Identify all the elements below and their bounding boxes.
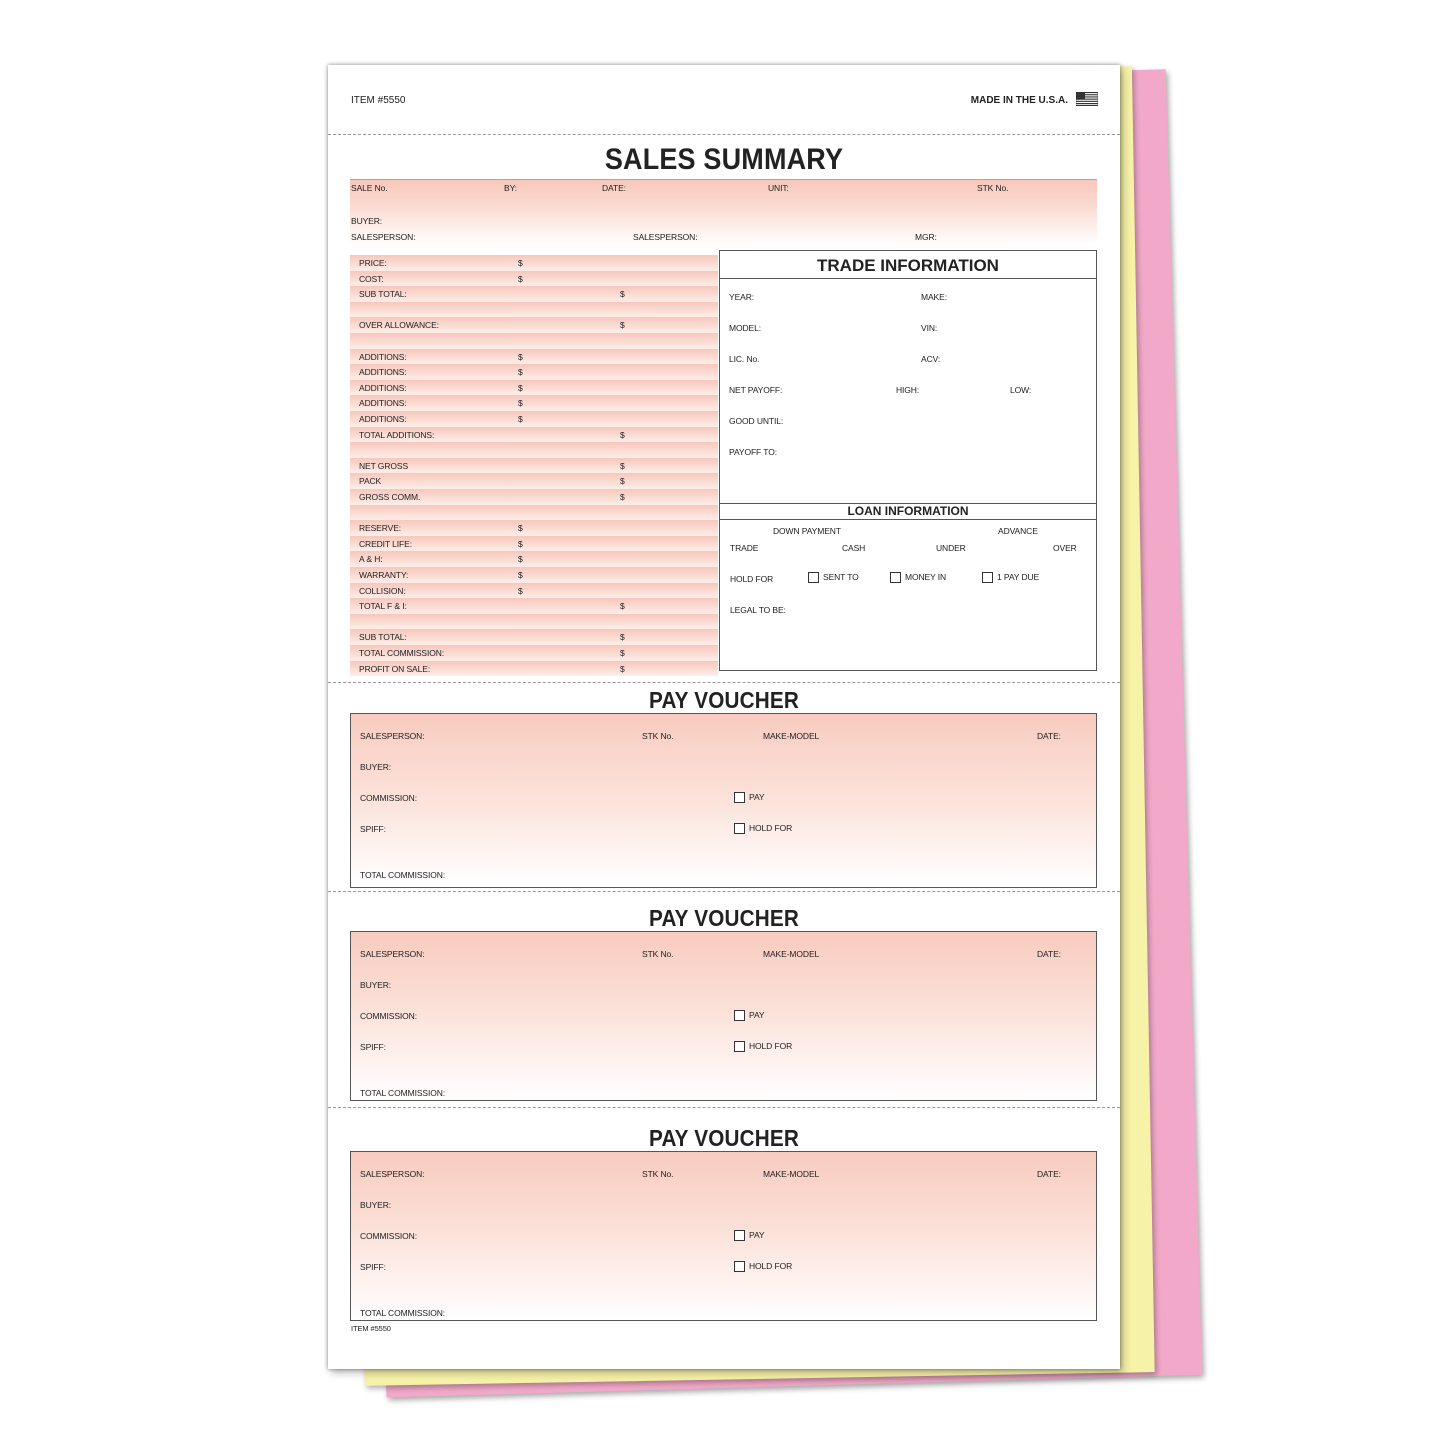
sale-no-label: SALE No. <box>351 183 388 193</box>
voucher-hold-for-option[interactable]: HOLD FOR <box>734 1041 792 1052</box>
salesperson-label: SALESPERSON: <box>351 232 416 242</box>
salesperson-2-label: SALESPERSON: <box>633 232 698 242</box>
voucher-stk-no-label: STK No. <box>642 731 674 741</box>
voucher-total-commission-label: TOTAL COMMISSION: <box>360 1088 446 1098</box>
ledger-label: OVER ALLOWANCE: <box>359 320 439 331</box>
voucher-buyer-label: BUYER: <box>360 1200 392 1210</box>
acv-label: ACV: <box>921 354 941 364</box>
ledger-row <box>350 317 718 334</box>
ledger-dollar-sign: $ <box>518 273 523 284</box>
voucher-salesperson-label: SALESPERSON: <box>360 731 425 741</box>
net-payoff-label: NET PAYOFF: <box>729 385 783 395</box>
ledger-row <box>350 645 718 662</box>
pay-voucher-title: PAY VOUCHER <box>648 1125 799 1151</box>
advance-label: ADVANCE <box>998 526 1038 536</box>
perforation-line <box>328 891 1120 892</box>
ledger-dollar-sign: $ <box>620 289 625 300</box>
ledger-label: SUB TOTAL: <box>359 289 407 300</box>
voucher-salesperson-label: SALESPERSON: <box>360 949 425 959</box>
ledger-label: TOTAL F & I: <box>359 601 407 612</box>
model-label: MODEL: <box>729 323 761 333</box>
voucher-total-commission-label: TOTAL COMMISSION: <box>360 1308 446 1318</box>
ledger-row <box>350 286 718 303</box>
sales-summary-form <box>328 65 1120 1369</box>
pay-checkbox[interactable] <box>734 792 745 803</box>
low-label: LOW: <box>1010 385 1032 395</box>
ledger-row <box>350 271 718 288</box>
ledger-dollar-sign: $ <box>620 460 625 471</box>
ledger-label: PACK <box>359 476 382 487</box>
sent-to-checkbox[interactable] <box>808 572 819 583</box>
date-label: DATE: <box>602 183 626 193</box>
payoff-to-label: PAYOFF TO: <box>729 447 777 457</box>
ledger-label: ADDITIONS: <box>359 398 407 409</box>
ledger-row <box>350 411 718 428</box>
stk-no-label: STK No. <box>977 183 1009 193</box>
ledger-row <box>350 661 718 678</box>
hold-for-checkbox[interactable] <box>734 1041 745 1052</box>
lic-no-label: LIC. No. <box>729 354 760 364</box>
ledger-dollar-sign: $ <box>518 585 523 596</box>
ledger-dollar-sign: $ <box>620 663 625 674</box>
ledger-label: RESERVE: <box>359 523 402 534</box>
voucher-spiff-label: SPIFF: <box>360 1042 386 1052</box>
ledger-dollar-sign: $ <box>518 367 523 378</box>
perforation-line <box>328 682 1120 683</box>
footer-item-number: ITEM #5550 <box>351 1324 391 1333</box>
ledger-dollar-sign: $ <box>620 476 625 487</box>
ledger-dollar-sign: $ <box>518 351 523 362</box>
ledger-label: PROFIT ON SALE: <box>359 663 431 674</box>
voucher-commission-label: COMMISSION: <box>360 1231 417 1241</box>
voucher-stk-no-label: STK No. <box>642 1169 674 1179</box>
ledger-row <box>350 551 718 568</box>
voucher-commission-label: COMMISSION: <box>360 1011 417 1021</box>
ledger-label: ADDITIONS: <box>359 367 407 378</box>
voucher-date-label: DATE: <box>1037 1169 1061 1179</box>
ledger-label: COLLISION: <box>359 585 406 596</box>
ledger-dollar-sign: $ <box>620 601 625 612</box>
legal-to-be-label: LEGAL TO BE: <box>730 605 786 615</box>
sent-to-option[interactable]: SENT TO <box>808 572 859 583</box>
ledger-row <box>350 458 718 475</box>
voucher-spiff-label: SPIFF: <box>360 1262 386 1272</box>
ledger-label: A & H: <box>359 554 383 565</box>
item-number: ITEM #5550 <box>351 95 406 106</box>
trade-label: TRADE <box>730 543 759 553</box>
ledger-row <box>350 364 718 381</box>
high-label: HIGH: <box>896 385 920 395</box>
voucher-hold-for-option[interactable]: HOLD FOR <box>734 823 792 834</box>
voucher-buyer-label: BUYER: <box>360 762 392 772</box>
trade-information-title: TRADE INFORMATION <box>817 256 999 275</box>
ledger-label: CREDIT LIFE: <box>359 538 412 549</box>
hold-for-checkbox[interactable] <box>734 1261 745 1272</box>
ledger-label: ADDITIONS: <box>359 351 407 362</box>
mgr-label: MGR: <box>915 232 937 242</box>
down-payment-label: DOWN PAYMENT <box>773 526 841 536</box>
voucher-stk-no-label: STK No. <box>642 949 674 959</box>
ledger-row <box>350 427 718 444</box>
ledger-row <box>350 505 718 522</box>
pay-due-checkbox[interactable] <box>982 572 993 583</box>
ledger-dollar-sign: $ <box>518 414 523 424</box>
ledger-dollar-sign: $ <box>518 398 523 409</box>
unit-label: UNIT: <box>768 183 789 193</box>
ledger-row <box>350 520 718 537</box>
voucher-salesperson-label: SALESPERSON: <box>360 1169 425 1179</box>
ledger-dollar-sign: $ <box>620 632 625 643</box>
ledger-table <box>350 255 718 678</box>
voucher-hold-for-option[interactable]: HOLD FOR <box>734 1261 792 1272</box>
ledger-label: TOTAL ADDITIONS: <box>359 429 435 440</box>
ledger-dollar-sign: $ <box>518 382 523 393</box>
ledger-label: SUB TOTAL: <box>359 632 407 643</box>
voucher-commission-label: COMMISSION: <box>360 793 417 803</box>
voucher-make-model-label: MAKE-MODEL <box>763 731 820 741</box>
perforation-line <box>328 1107 1120 1108</box>
ledger-dollar-sign: $ <box>518 258 523 268</box>
ledger-dollar-sign: $ <box>518 570 523 580</box>
good-until-label: GOOD UNTIL: <box>729 416 784 426</box>
ledger-dollar-sign: $ <box>518 554 523 565</box>
hold-for-label: HOLD FOR <box>730 574 774 584</box>
ledger-dollar-sign: $ <box>620 320 625 331</box>
ledger-row <box>350 489 718 506</box>
ledger-row <box>350 380 718 397</box>
voucher-buyer-label: BUYER: <box>360 980 392 990</box>
buyer-label: BUYER: <box>351 216 383 226</box>
make-label: MAKE: <box>921 292 947 302</box>
ledger-row <box>350 598 718 615</box>
year-label: YEAR: <box>729 292 755 302</box>
pay-voucher-title: PAY VOUCHER <box>648 905 799 931</box>
ledger-row <box>350 536 718 553</box>
ledger-label: PRICE: <box>359 258 387 268</box>
voucher-total-commission-label: TOTAL COMMISSION: <box>360 870 446 880</box>
ledger-row <box>350 255 718 272</box>
pay-voucher-2 <box>350 931 1097 1101</box>
ledger-row <box>350 583 718 600</box>
ledger-row <box>350 567 718 584</box>
money-in-checkbox[interactable] <box>890 572 901 583</box>
voucher-pay-option[interactable]: PAY <box>734 792 764 803</box>
pay-voucher-1 <box>350 713 1097 888</box>
sales-summary-title: SALES SUMMARY <box>604 143 844 176</box>
ledger-label: ADDITIONS: <box>359 414 407 424</box>
ledger-label: ADDITIONS: <box>359 382 407 393</box>
ledger-row <box>350 349 718 366</box>
voucher-pay-option[interactable]: PAY <box>734 1230 764 1241</box>
under-label: UNDER <box>936 543 966 553</box>
made-in-usa: MADE IN THE U.S.A. <box>970 95 1068 106</box>
voucher-date-label: DATE: <box>1037 731 1061 741</box>
voucher-pay-option[interactable]: PAY <box>734 1010 764 1021</box>
ledger-row <box>350 442 718 459</box>
ledger-dollar-sign: $ <box>518 523 523 534</box>
loan-information-title: LOAN INFORMATION <box>847 504 969 518</box>
ledger-dollar-sign: $ <box>620 492 625 502</box>
ledger-row <box>350 614 718 631</box>
by-label: BY: <box>504 183 517 193</box>
ledger-row <box>350 629 718 646</box>
ledger-label: WARRANTY: <box>359 570 409 580</box>
pay-checkbox[interactable] <box>734 1230 745 1241</box>
hold-for-checkbox[interactable] <box>734 823 745 834</box>
ledger-label: COST: <box>359 273 384 284</box>
pay-voucher-title: PAY VOUCHER <box>648 687 799 713</box>
ledger-label: NET GROSS <box>359 460 409 471</box>
pay-voucher-3 <box>350 1151 1097 1321</box>
ledger-dollar-sign: $ <box>518 538 523 549</box>
ledger-label: GROSS COMM. <box>359 492 421 502</box>
ledger-row <box>350 333 718 350</box>
vin-label: VIN: <box>921 323 938 333</box>
ledger-dollar-sign: $ <box>620 429 625 440</box>
ledger-row <box>350 473 718 490</box>
pay-due-option[interactable]: 1 PAY DUE <box>982 572 1039 583</box>
cash-label: CASH <box>842 543 866 553</box>
over-label: OVER <box>1053 543 1077 553</box>
us-flag-icon <box>1076 92 1098 106</box>
voucher-spiff-label: SPIFF: <box>360 824 386 834</box>
trade-loan-box <box>719 250 1097 671</box>
voucher-make-model-label: MAKE-MODEL <box>763 949 820 959</box>
ledger-label: TOTAL COMMISSION: <box>359 648 445 658</box>
voucher-date-label: DATE: <box>1037 949 1061 959</box>
perforation-line <box>328 134 1120 135</box>
voucher-make-model-label: MAKE-MODEL <box>763 1169 820 1179</box>
ledger-dollar-sign: $ <box>620 648 625 658</box>
ledger-row <box>350 395 718 412</box>
pay-checkbox[interactable] <box>734 1010 745 1021</box>
money-in-option[interactable]: MONEY IN <box>890 572 946 583</box>
ledger-row <box>350 302 718 319</box>
